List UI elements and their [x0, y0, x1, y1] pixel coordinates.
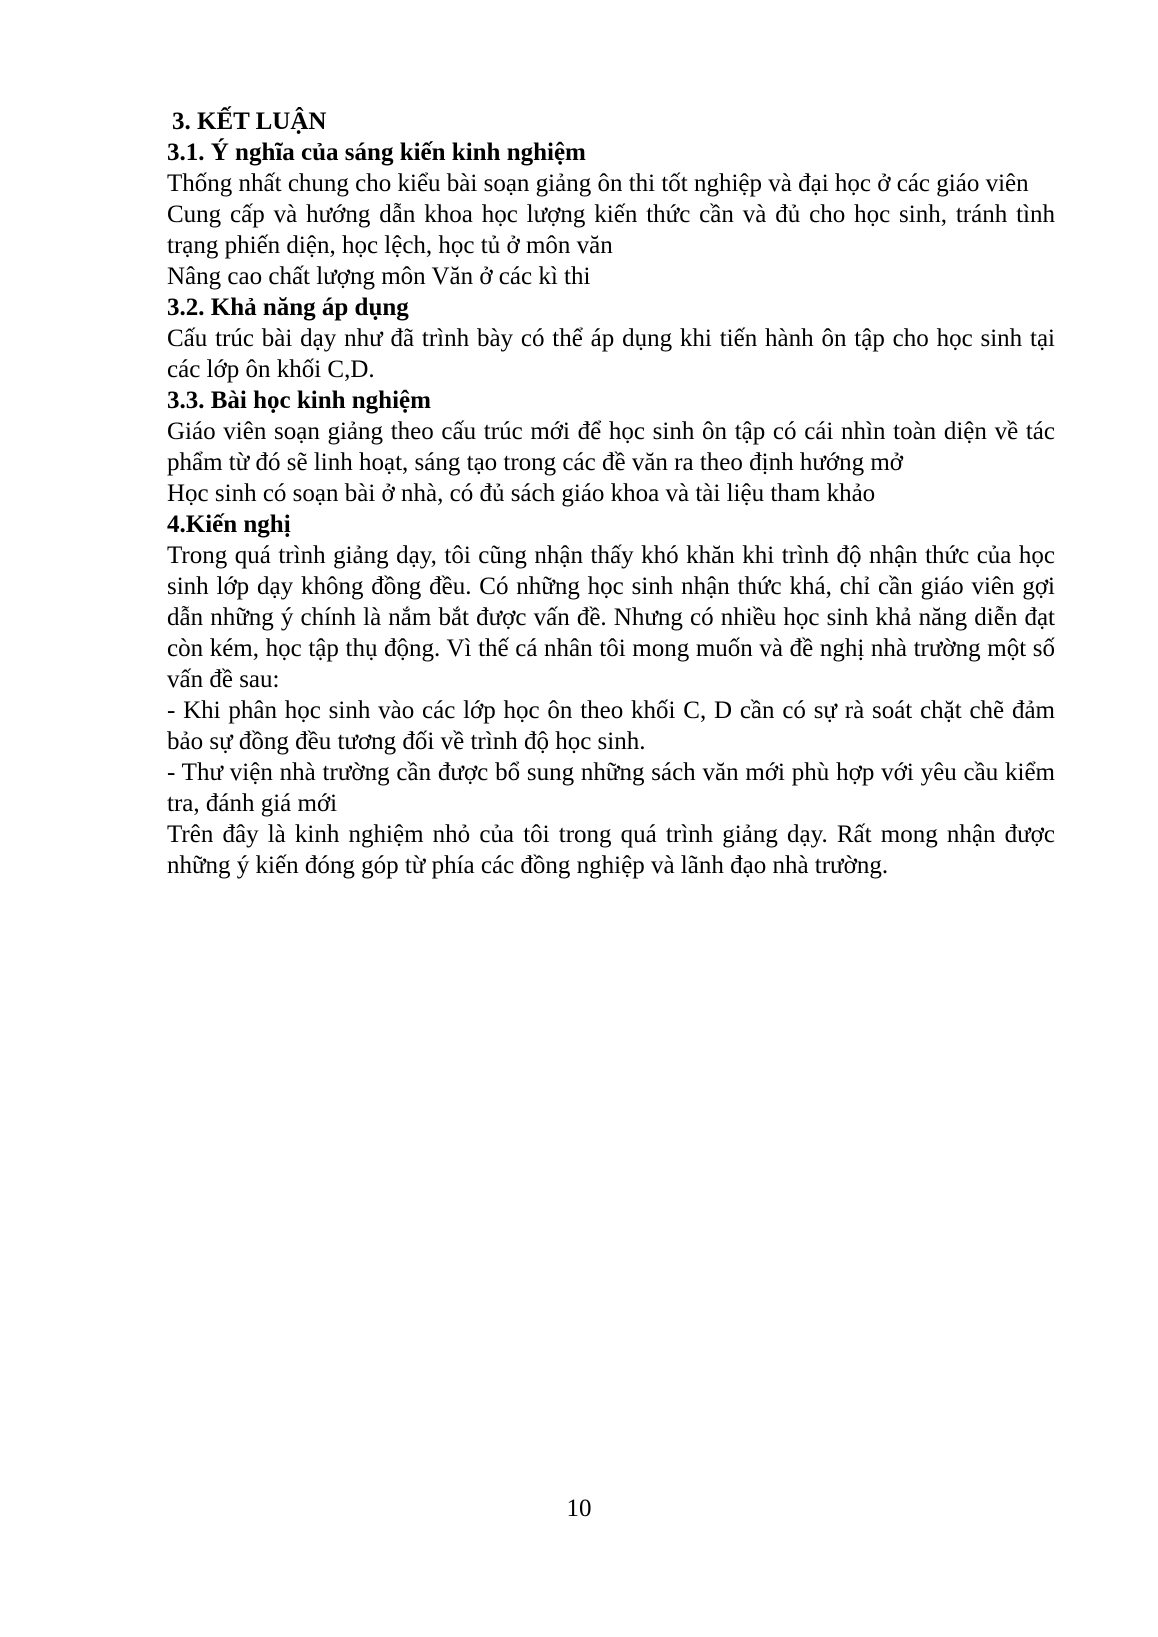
section-3-3-paragraph-2: Học sinh có soạn bài ở nhà, có đủ sách giáo khoa và tài liệu tham khảo: [167, 480, 876, 507]
section-3-1-paragraph-2: Cung cấp và hướng dẫn khoa học lượng kiến thức cần và đủ cho học sinh, tránh tình trạng phiến diện, học lệch, học tủ ở môn văn: [167, 201, 1055, 259]
section-3-1-heading: 3.1. Ý nghĩa của sáng kiến kinh nghiệm: [167, 139, 586, 166]
page-number: 10: [566, 1495, 592, 1522]
section-3-heading: 3. KẾT LUẬN: [172, 108, 327, 135]
document-body: [167, 106, 1055, 881]
section-3-2-paragraph-1: Cấu trúc bài dạy như đã trình bày có thể áp dụng khi tiến hành ôn tập cho học sinh tại các lớp ôn khối C,D.: [167, 325, 1055, 383]
section-3-2-heading: 3.2. Khả năng áp dụng: [167, 294, 409, 321]
section-3-3-paragraph-1: Giáo viên soạn giảng theo cấu trúc mới để học sinh ôn tập có cái nhìn toàn diện về tác phẩm từ đó sẽ linh hoạt, sáng tạo trong các đề văn ra theo định hướng mở: [167, 418, 1055, 476]
section-4-paragraph-1: Trong quá trình giảng dạy, tôi cũng nhận thấy khó khăn khi trình độ nhận thức của học sinh lớp dạy không đồng đều. Có những học sinh nhận thức khá, chỉ cần giáo viên gợi dẫn những ý chính là nắm bắt được vấn đề. Nhưng có nhiều học sinh khả năng diễn đạt còn kém, học tập thụ động. Vì thế cá nhân tôi mong muốn và đề nghị nhà trường một số vấn đề sau:: [167, 542, 1055, 693]
section-3-1-paragraph-1: Thống nhất chung cho kiểu bài soạn giảng ôn thi tốt nghiệp và đại học ở các giáo viên: [167, 170, 1029, 197]
section-4-paragraph-3: - Thư viện nhà trường cần được bổ sung những sách văn mới phù hợp với yêu cầu kiểm tra, đánh giá mới: [167, 759, 1055, 817]
section-4-paragraph-2: - Khi phân học sinh vào các lớp học ôn theo khối C, D cần có sự rà soát chặt chẽ đảm bảo sự đồng đều tương đối về trình độ học sinh.: [167, 697, 1055, 755]
section-4-paragraph-4: Trên đây là kinh nghiệm nhỏ của tôi trong quá trình giảng dạy. Rất mong nhận được những ý kiến đóng góp từ phía các đồng nghiệp và lãnh đạo nhà trường.: [167, 821, 1055, 879]
section-3-1-paragraph-3: Nâng cao chất lượng môn Văn ở các kì thi: [167, 263, 591, 290]
section-4-heading: 4.Kiến nghị: [167, 511, 291, 538]
section-3-3-heading: 3.3. Bài học kinh nghiệm: [167, 387, 431, 414]
